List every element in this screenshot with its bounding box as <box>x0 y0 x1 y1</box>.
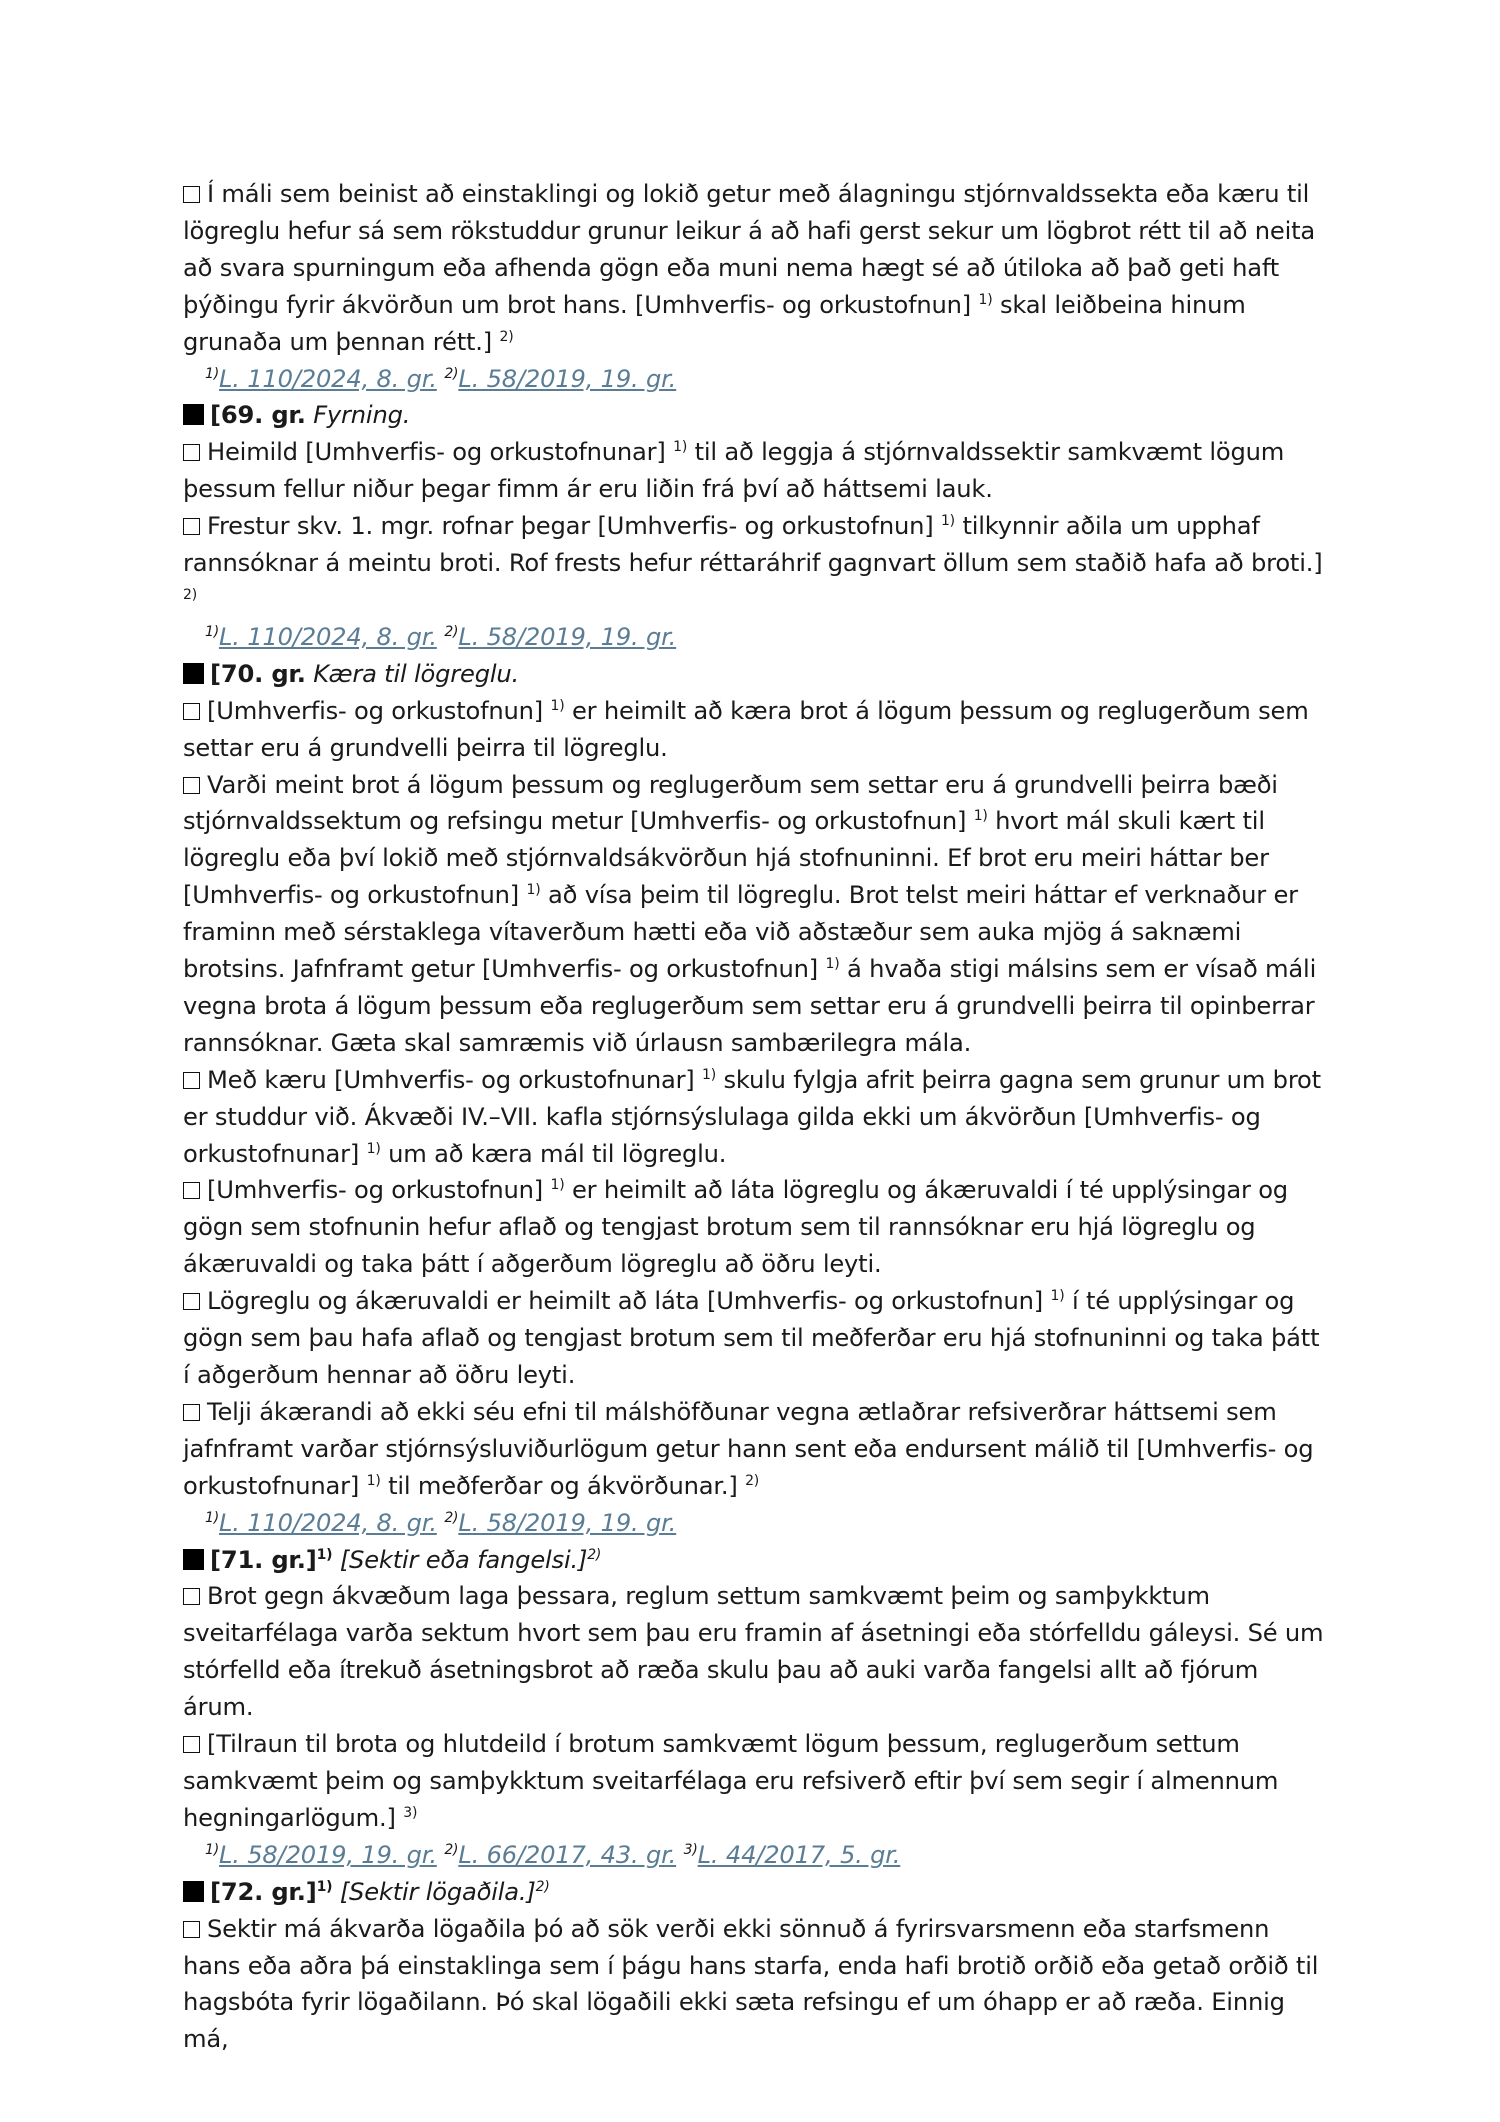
paragraph-marker-icon <box>183 777 200 794</box>
footnote-number: 2) <box>444 1841 459 1858</box>
article-number: [72. gr.] <box>210 1877 317 1906</box>
footnote-marker: 2) <box>587 1546 602 1563</box>
paragraph <box>183 1911 1333 2059</box>
footnote-number: 1) <box>205 365 219 382</box>
footnote-marker: 1) <box>366 1472 381 1489</box>
paragraph-marker-icon <box>183 1736 200 1753</box>
footnote-number: 2) <box>444 1509 459 1526</box>
footnote-marker: 1) <box>316 1546 333 1563</box>
article-title: Kæra til lögreglu. <box>313 659 519 688</box>
article-title: [Sektir eða fangelsi.] <box>339 1545 588 1574</box>
article-heading <box>183 1874 1333 1911</box>
footnote-marker: 1) <box>940 513 955 530</box>
article-number: [70. gr. <box>210 659 306 688</box>
paragraph-text: Sektir má ákvarða lögaðila þó að sök verði ekki sönnuð á fyrirsvarsmenn eða starfsmenn hans eða aðra þá einstaklinga sem í þágu hans starfa, enda hafi brotið orðið eða getað orðið til hagsbóta fyrir lögaðilann. Þó skal lögaðili ekki sæta refsingu ef um óhapp er að ræða. Einnig má, <box>183 1914 1319 2054</box>
paragraph-text: Í máli sem beinist að einstaklingi og lokið getur með álagningu stjórnvaldssekta eða kæru til lögreglu hefur sá sem rökstuddur grunur leikur á að hafi gerst sekur um lögbrot rétt til að neita að svara spurningum eða afhenda gögn eða muni nema hægt sé að útiloka að það geti haft þýðingu fyrir ákvörðun um brot hans. [Umhverfis- og orkustofnun] <box>183 180 1316 319</box>
article-heading <box>183 656 1333 693</box>
footnote-marker: 1) <box>825 956 840 973</box>
paragraph <box>183 767 1333 1062</box>
paragraph-marker-icon <box>183 1182 200 1199</box>
article-marker-icon <box>183 1549 204 1570</box>
footnote-references <box>183 1837 1333 1874</box>
paragraph <box>183 176 1333 361</box>
paragraph-marker-icon <box>183 703 200 720</box>
paragraph-text: Telji ákærandi að ekki séu efni til málshöfðunar vegna ætlaðrar refsiverðrar háttsemi sem jafnframt varðar stjórnsýsluviðurlögum getur hann sent eða endursent málið til [Umhverfis- og orkustofnunar] <box>183 1397 1314 1500</box>
footnote-number: 2) <box>444 623 459 640</box>
paragraph-text: til meðferðar og ákvörðunar.] <box>380 1471 746 1500</box>
footnote-marker: 2) <box>535 1878 550 1895</box>
paragraph <box>183 1283 1333 1394</box>
paragraph-text: Varði meint brot á lögum þessum og reglugerðum sem settar eru á grundvelli þeirra bæði stjórnvaldssektum og refsingu metur [Umhverfis- og orkustofnun] <box>183 770 1278 836</box>
paragraph-text: Með kæru [Umhverfis- og orkustofnunar] <box>207 1065 703 1094</box>
paragraph-marker-icon <box>183 1072 200 1089</box>
footnote-marker: 1) <box>526 882 541 899</box>
paragraph-text: Brot gegn ákvæðum laga þessara, reglum settum samkvæmt þeim og samþykktum sveitarfélaga varða sektum hvort sem þau eru framin af ásetningi eða stórfelldu gáleysi. Sé um stórfelld eða ítrekuð ásetningsbrot að ræða skulu þau að auki varða fangelsi allt að fjórum árum. <box>183 1582 1324 1722</box>
paragraph-text: [Umhverfis- og orkustofnun] <box>207 696 551 725</box>
footnote-link[interactable]: L. 58/2019, 19. gr. <box>458 1508 677 1537</box>
footnote-references <box>183 1505 1333 1542</box>
footnote-marker: 1) <box>978 291 993 308</box>
footnote-marker: 1) <box>702 1066 717 1083</box>
paragraph-text: er heimilt að láta lögreglu og ákæruvaldi í té upplýsingar og gögn sem stofnunin hefur aflað og tengjast brotum sem til rannsóknar eru hjá lögreglu og ákæruvaldi og taka þátt í aðgerðum lögreglu að öðru leyti. <box>183 1176 1288 1279</box>
paragraph-text: tilkynnir aðila um upphaf rannsóknar á meintu broti. Rof frests hefur réttaráhrif gagnvart öllum sem staðið hafa að broti.] <box>183 512 1323 578</box>
paragraph <box>183 693 1333 767</box>
footnote-link[interactable]: L. 110/2024, 8. gr. <box>218 622 437 651</box>
paragraph-text: skal leiðbeina hinum grunaða um þennan rétt.] <box>183 290 1246 356</box>
paragraph-marker-icon <box>183 1588 200 1605</box>
footnote-link[interactable]: L. 58/2019, 19. gr. <box>458 622 677 651</box>
law-document <box>183 176 1333 2058</box>
paragraph-marker-icon <box>183 186 200 203</box>
paragraph-marker-icon <box>183 444 200 461</box>
footnote-link[interactable]: L. 110/2024, 8. gr. <box>218 1508 437 1537</box>
article-marker-icon <box>183 1881 204 1902</box>
paragraph-text: [Tilraun til brota og hlutdeild í brotum samkvæmt lögum þessum, reglugerðum settum samkvæmt þeim og samþykktum sveitarfélaga eru refsiverð eftir því sem segir í almennum hegningarlögum.] <box>183 1730 1279 1832</box>
paragraph-text: í té upplýsingar og gögn sem þau hafa aflað og tengjast brotum sem til meðferðar eru hjá stofnuninni og taka þátt í aðgerðum hennar að öðru leyti. <box>183 1287 1320 1389</box>
footnote-link[interactable]: L. 58/2019, 19. gr. <box>218 1840 437 1869</box>
footnote-marker: 1) <box>550 697 565 714</box>
paragraph <box>183 1726 1333 1837</box>
footnote-link[interactable]: L. 66/2017, 43. gr. <box>458 1840 677 1869</box>
article-marker-icon <box>183 404 204 425</box>
paragraph-marker-icon <box>183 1921 200 1938</box>
article-number: [71. gr.] <box>210 1545 317 1574</box>
paragraph <box>183 1578 1333 1726</box>
footnote-number: 1) <box>205 1509 219 1526</box>
article-title: Fyrning. <box>313 401 411 430</box>
footnote-link[interactable]: L. 110/2024, 8. gr. <box>218 364 437 393</box>
article-heading <box>183 397 1333 434</box>
paragraph-text: Lögreglu og ákæruvaldi er heimilt að láta [Umhverfis- og orkustofnun] <box>207 1287 1051 1316</box>
footnote-references <box>183 361 1333 398</box>
paragraph-text: að vísa þeim til lögreglu. Brot telst meiri háttar ef verknaður er framinn með sérstaklega vítaverðum hætti eða við aðstæður sem auka mjög á saknæmi brotsins. Jafnframt getur [Umhverfis- og orkustofnun] <box>183 881 1298 984</box>
paragraph-marker-icon <box>183 518 200 535</box>
paragraph <box>183 1394 1333 1505</box>
footnote-link[interactable]: L. 58/2019, 19. gr. <box>458 364 677 393</box>
paragraph <box>183 434 1333 508</box>
footnote-marker: 1) <box>1050 1288 1065 1305</box>
footnote-marker: 1) <box>550 1177 565 1194</box>
footnote-marker: 2) <box>745 1472 760 1489</box>
article-heading <box>183 1542 1333 1579</box>
paragraph-text: hvort mál skuli kært til lögreglu eða því lokið með stjórnvaldsákvörðun hjá stofnuninni. Ef brot eru meiri háttar ber [Umhverfis- og orkustofnun] <box>183 807 1269 910</box>
paragraph-marker-icon <box>183 1293 200 1310</box>
paragraph-text: um að kæra mál til lögreglu. <box>380 1139 727 1168</box>
footnote-number: 3) <box>683 1841 698 1858</box>
article-number: [69. gr. <box>210 401 306 430</box>
paragraph-text: til að leggja á stjórnvaldssektir samkvæmt lögum þessum fellur niður þegar fimm ár eru liðin frá því að háttsemi lauk. <box>183 438 1285 504</box>
paragraph-text: er heimilt að kæra brot á lögum þessum og reglugerðum sem settar eru á grundvelli þeirra til lögreglu. <box>183 696 1309 762</box>
paragraph-text: Frestur skv. 1. mgr. rofnar þegar [Umhverfis- og orkustofnun] <box>207 512 941 541</box>
footnote-number: 1) <box>205 623 219 640</box>
paragraph <box>183 1062 1333 1173</box>
article-marker-icon <box>183 663 204 684</box>
footnote-marker: 1) <box>673 439 688 456</box>
footnote-marker: 2) <box>183 586 197 603</box>
footnote-number: 1) <box>205 1841 219 1858</box>
paragraph-marker-icon <box>183 1404 200 1421</box>
paragraph-text: skulu fylgja afrit þeirra gagna sem grunur um brot er studdur við. Ákvæði IV.–VII. kafla stjórnsýslulaga gilda ekki um ákvörðun [Umhverfis- og orkustofnunar] <box>183 1065 1321 1168</box>
paragraph <box>183 508 1333 619</box>
footnote-number: 2) <box>444 365 459 382</box>
paragraph-text: á hvaða stigi málsins sem er vísað máli vegna brota á lögum þessum eða reglugerðum sem settar eru á grundvelli þeirra til opinberrar rannsóknar. Gæta skal samræmis við úrlausn sambærilegra mála. <box>183 955 1317 1057</box>
paragraph-text: Heimild [Umhverfis- og orkustofnunar] <box>207 438 674 467</box>
footnote-marker: 2) <box>499 328 514 345</box>
paragraph-text: [Umhverfis- og orkustofnun] <box>207 1176 551 1205</box>
footnote-marker: 1) <box>316 1878 333 1895</box>
footnote-marker: 1) <box>366 1140 381 1157</box>
footnote-marker: 3) <box>403 1804 418 1821</box>
paragraph <box>183 1172 1333 1283</box>
footnote-marker: 1) <box>973 808 988 825</box>
footnote-link[interactable]: L. 44/2017, 5. gr. <box>697 1840 901 1869</box>
footnote-references <box>183 619 1333 656</box>
article-title: [Sektir lögaðila.] <box>339 1877 536 1906</box>
